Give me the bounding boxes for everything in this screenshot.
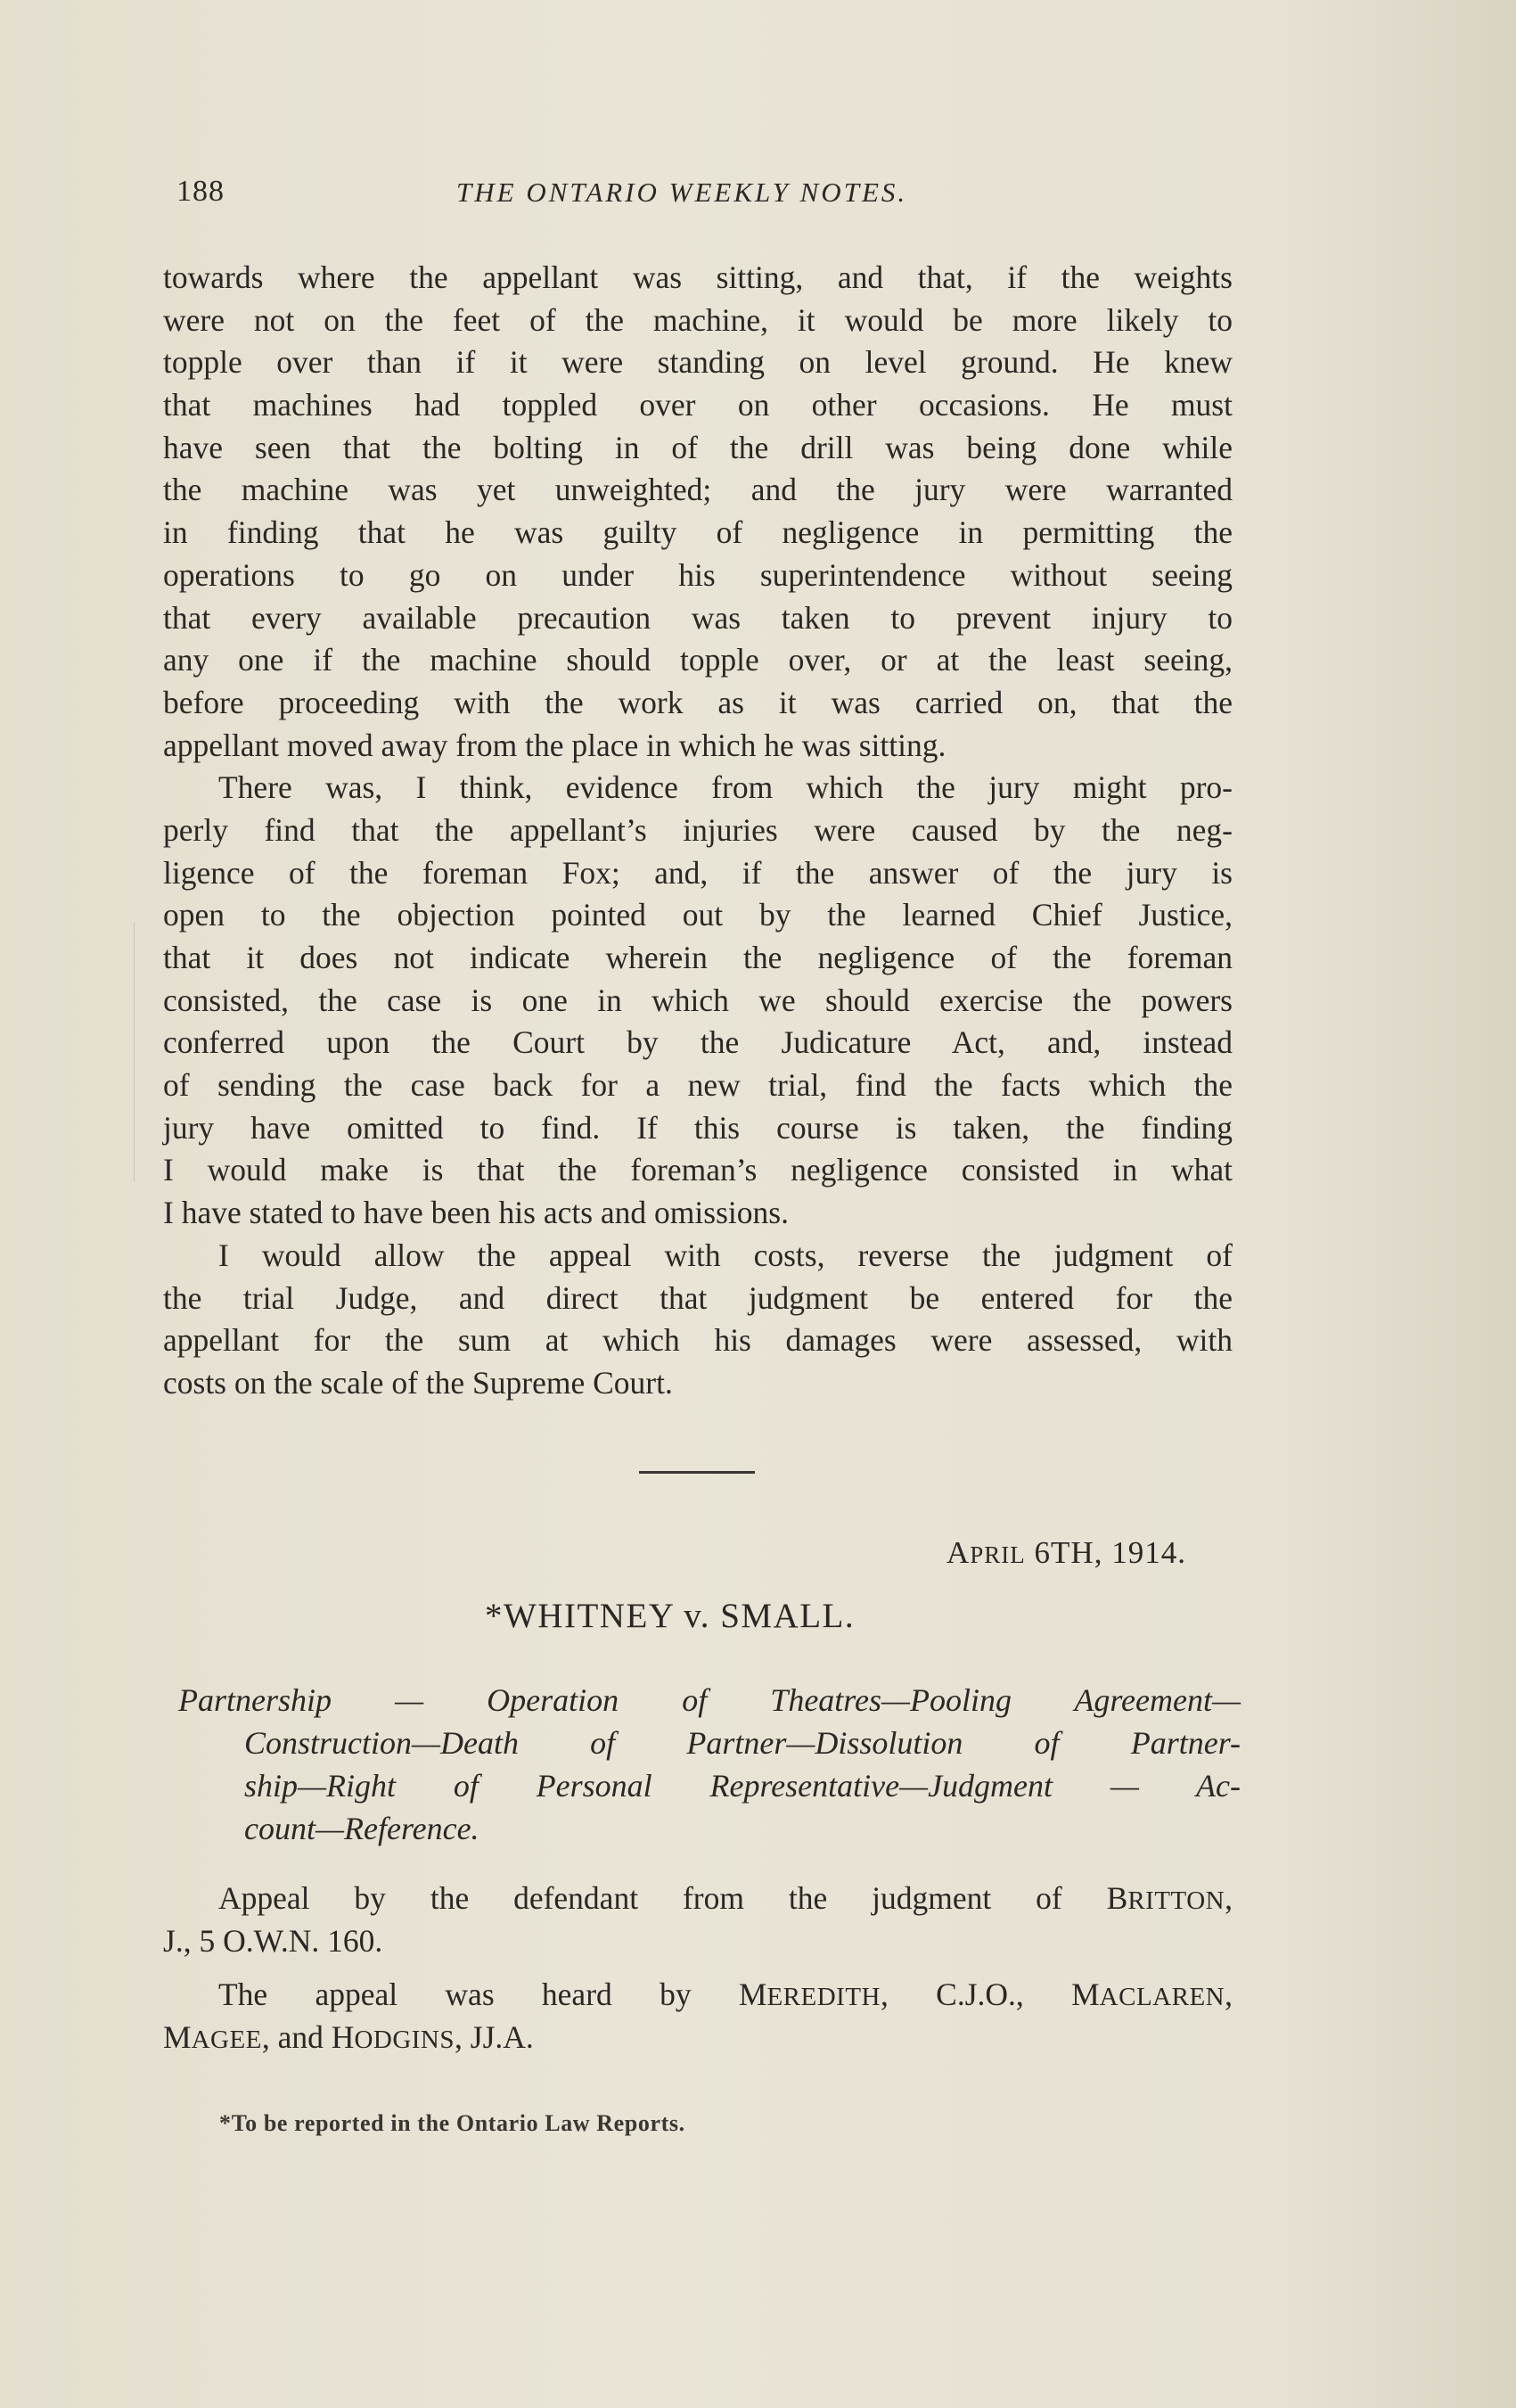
text-line: any one if the machine should topple over, or at the least seeing, <box>163 642 1233 678</box>
judge-initial: M <box>738 1977 767 2012</box>
headnote <box>178 1679 1241 1850</box>
text-line: operations to go on under his superintendence without seeing <box>163 556 1233 593</box>
page-number: 188 <box>176 175 225 208</box>
headnote-line: Construction—Death of Partner—Dissolution of Partner- <box>244 1725 1241 1761</box>
text-line: appellant moved away from the place in which he was sitting. <box>163 727 946 763</box>
judge-suffix: , C.J.O., <box>880 1977 1072 2012</box>
judgment-text <box>163 257 1233 1405</box>
margin-pencil-mark <box>134 923 135 1181</box>
date-prefix: A <box>946 1535 971 1570</box>
text-line: topple over than if it were standing on level ground. He knew <box>163 344 1233 381</box>
judge-smallcaps: RITTON <box>1127 1886 1225 1915</box>
text-line: jury have omitted to find. If this course is taken, the finding <box>163 1109 1233 1146</box>
text-line: I would make is that the foreman’s negligence consisted in what <box>163 1152 1233 1188</box>
text-line: conferred upon the Court by the Judicature Act, and, instead <box>163 1024 1233 1061</box>
journal-title: THE ONTARIO WEEKLY NOTES. <box>456 177 908 208</box>
text-line: I would allow the appeal with costs, reverse the judgment of <box>218 1237 1233 1273</box>
text-line <box>163 1877 1233 1919</box>
judge-initial: M <box>163 2019 192 2055</box>
heard-text: , JJ.A. <box>455 2019 534 2055</box>
text-line <box>163 1973 1233 2016</box>
heard-paragraph <box>163 1973 1233 2059</box>
text-line: the machine was yet unweighted; and the jury were warranted <box>163 472 1233 508</box>
text-line: consisted, the case is one in which we should exercise the powers <box>163 982 1233 1018</box>
headnote-line: ship—Right of Personal Representative—Judgment — Ac- <box>244 1768 1241 1804</box>
heard-text: , and <box>261 2019 332 2055</box>
text-line: that every available precaution was taken to prevent injury to <box>163 599 1233 636</box>
text-line: were not on the feet of the machine, it would be more likely to <box>163 301 1233 338</box>
judge-smallcaps: ODGINS <box>354 2026 455 2054</box>
text-line: in finding that he was guilty of negligence in permitting the <box>163 514 1233 551</box>
text-line: costs on the scale of the Supreme Court. <box>163 1364 673 1401</box>
judge-smallcaps: EREDITH <box>766 1983 881 2011</box>
judge-smallcaps: AGEE <box>191 2026 262 2054</box>
footnote: *To be reported in the Ontario Law Reports. <box>219 2110 685 2136</box>
text-line: of sending the case back for a new trial, find the facts which the <box>163 1067 1233 1104</box>
text-line: open to the objection pointed out by the learned Chief Justice, <box>163 897 1233 933</box>
text-line: the trial Judge, and direct that judgment be entered for the <box>163 1279 1233 1316</box>
text-line: appellant for the sum at which his damages were assessed, with <box>163 1322 1233 1359</box>
text-line: that machines had toppled over on other occasions. He must <box>163 387 1233 423</box>
appeal-comma: , <box>1225 1880 1233 1916</box>
text-line: that it does not indicate wherein the negligence of the foreman <box>163 940 1233 975</box>
appeal-paragraph <box>163 1877 1233 1962</box>
judge-name <box>1107 1880 1225 1916</box>
judge-initial: M <box>1071 1977 1100 2012</box>
heard-text: The appeal was heard by <box>218 1977 739 2012</box>
text-line: I have stated to have been his acts and omissions. <box>163 1195 789 1231</box>
case-title: *WHITNEY v. SMALL. <box>485 1597 856 1635</box>
date-rest: 6TH, 1914. <box>1025 1535 1186 1570</box>
headnote-line: Partnership — Operation of Theatres—Pooling Agreement— <box>178 1682 1241 1718</box>
text-line: perly find that the appellant’s injuries were caused by the neg- <box>163 811 1233 848</box>
judge-initial: H <box>331 2019 355 2055</box>
judge-initial: B <box>1106 1880 1128 1916</box>
text-line <box>163 2016 1233 2059</box>
text-line: have seen that the bolting in of the drill was being done while <box>163 429 1233 465</box>
section-divider <box>639 1471 755 1474</box>
text-line: towards where the appellant was sitting, and that, if the weights <box>163 259 1233 295</box>
text-line: before proceeding with the work as it was carried on, that the <box>163 684 1233 720</box>
judge-suffix: , <box>1225 1977 1233 2012</box>
case-date <box>946 1535 1186 1571</box>
text-line: There was, I think, evidence from which the jury might pro- <box>218 769 1233 806</box>
text-line: J., 5 O.W.N. 160. <box>163 1923 383 1959</box>
headnote-line: count—Reference. <box>244 1811 479 1846</box>
running-head <box>176 175 1237 219</box>
text-line: ligence of the foreman Fox; and, if the answer of the jury is <box>163 854 1233 891</box>
judge-smallcaps: ACLAREN <box>1099 1983 1225 2011</box>
date-smallcaps: PRIL <box>970 1541 1026 1568</box>
appeal-text: Appeal by the defendant from the judgment of <box>218 1880 1107 1916</box>
